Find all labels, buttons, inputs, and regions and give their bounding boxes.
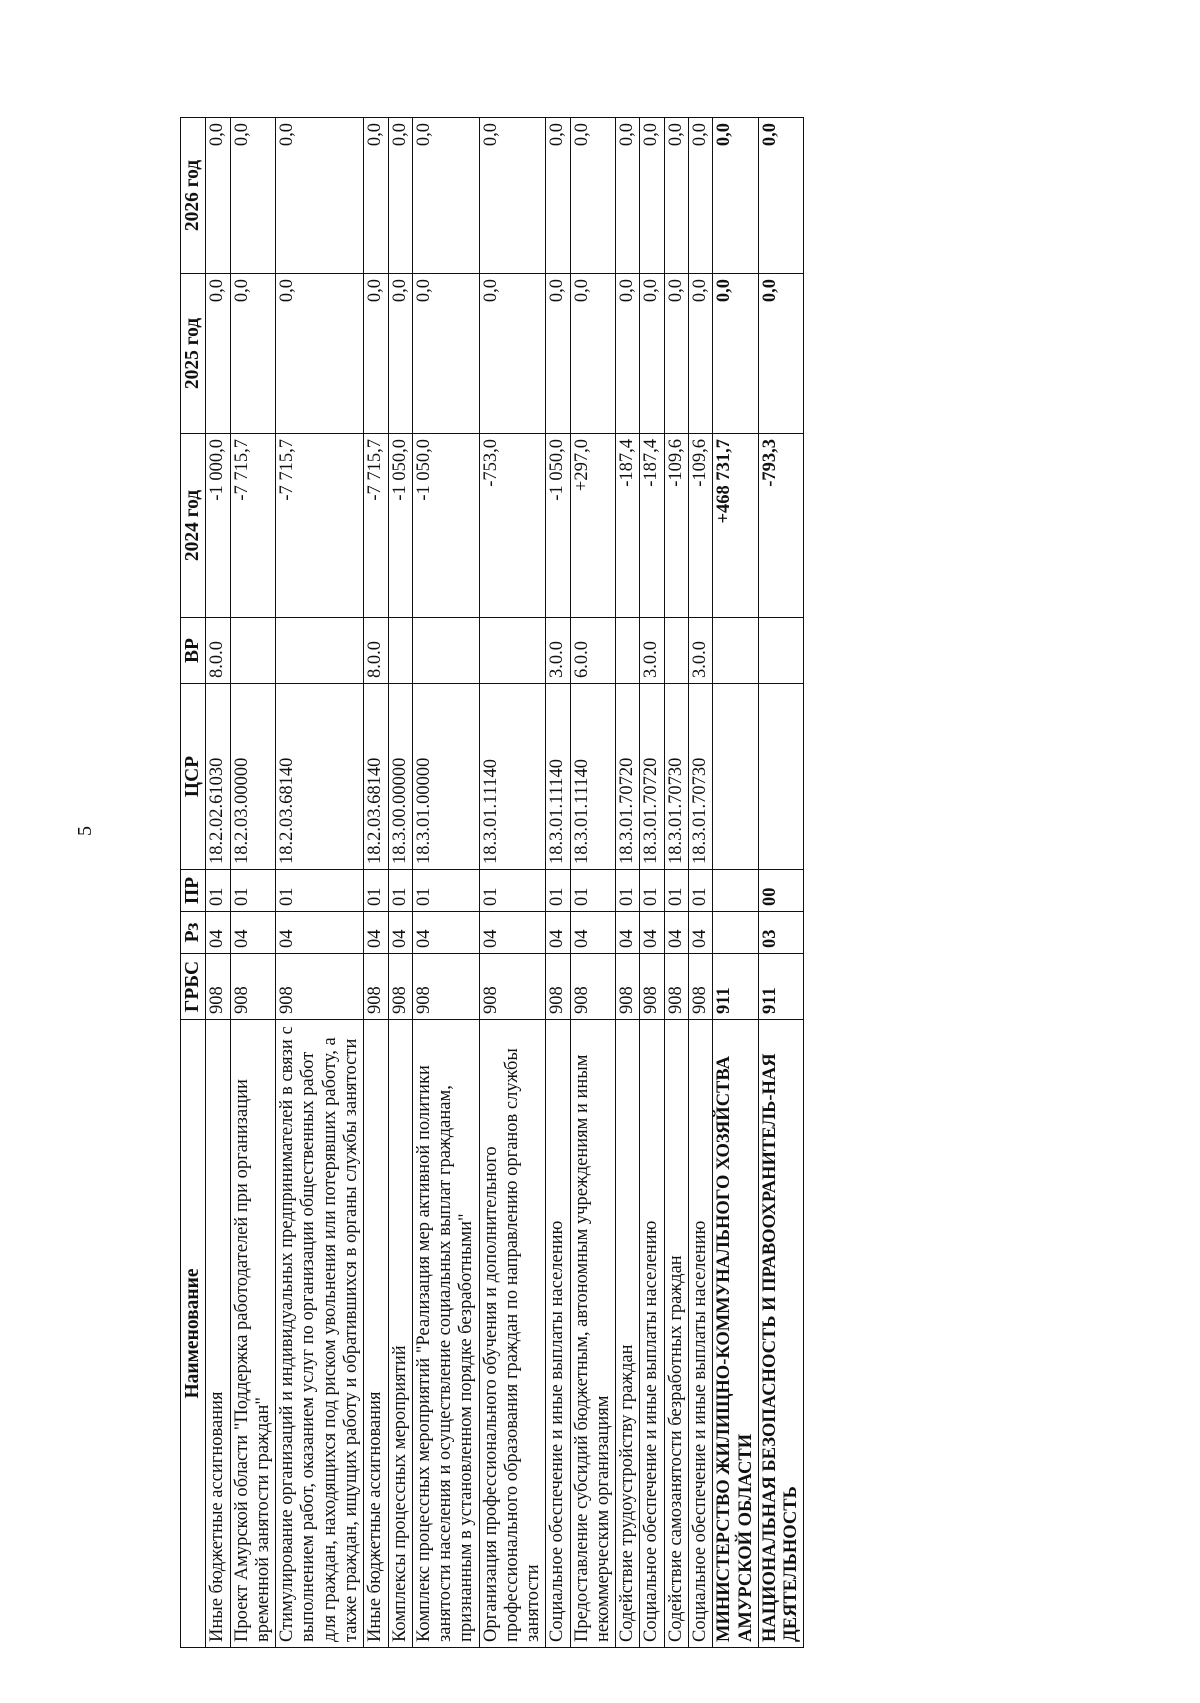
table-row	[689, 118, 713, 1648]
header-pr: ПР	[181, 870, 206, 912]
cell-2026: 0,0	[479, 118, 546, 274]
cell-vr: 3.0.0	[689, 618, 713, 684]
table-row	[758, 118, 804, 1648]
cell-2025: 0,0	[546, 274, 570, 434]
cell-2026: 0,0	[570, 118, 616, 274]
cell-name: Содействие трудоустройству граждан	[616, 1020, 640, 1648]
cell-pr: 01	[412, 870, 479, 912]
cell-rz: 04	[276, 912, 364, 954]
table-row	[364, 118, 388, 1648]
cell-pr: 01	[276, 870, 364, 912]
cell-rz: 04	[570, 912, 616, 954]
table-row	[713, 118, 759, 1648]
cell-vr	[388, 618, 412, 684]
header-2024: 2024 год	[181, 434, 206, 618]
table-row	[276, 118, 364, 1648]
cell-name: Организация профессионального обучения и дополнительного профессионального образования граждан по направлению органов службы занятости	[479, 1020, 546, 1648]
cell-2025: 0,0	[388, 274, 412, 434]
table-row	[230, 118, 276, 1648]
table-row	[570, 118, 616, 1648]
cell-2025: 0,0	[230, 274, 276, 434]
cell-csr: 18.2.03.68140	[276, 684, 364, 870]
cell-rz: 04	[206, 912, 230, 954]
cell-rz: 03	[758, 912, 804, 954]
cell-pr: 01	[616, 870, 640, 912]
cell-vr	[479, 618, 546, 684]
cell-2025: 0,0	[640, 274, 664, 434]
cell-2025: 0,0	[616, 274, 640, 434]
cell-name: Иные бюджетные ассигнования	[206, 1020, 230, 1648]
cell-2026: 0,0	[230, 118, 276, 274]
cell-2024: -1 050,0	[388, 434, 412, 618]
cell-rz: 04	[664, 912, 688, 954]
cell-vr	[230, 618, 276, 684]
cell-name: Иные бюджетные ассигнования	[364, 1020, 388, 1648]
header-rz: Рз	[181, 912, 206, 954]
cell-2024: +468 731,7	[713, 434, 759, 618]
cell-vr	[758, 618, 804, 684]
cell-2024: -7 715,7	[276, 434, 364, 618]
page-number: 5	[74, 826, 96, 836]
cell-grbs: 908	[230, 954, 276, 1020]
cell-name: Социальное обеспечение и иные выплаты населению	[640, 1020, 664, 1648]
cell-2026: 0,0	[616, 118, 640, 274]
cell-csr	[758, 684, 804, 870]
cell-vr	[616, 618, 640, 684]
header-name: Наименование	[181, 1020, 206, 1648]
cell-pr: 01	[388, 870, 412, 912]
cell-csr: 18.3.01.70730	[664, 684, 688, 870]
cell-2024: -753,0	[479, 434, 546, 618]
cell-2025: 0,0	[689, 274, 713, 434]
cell-2026: 0,0	[206, 118, 230, 274]
cell-name: МИНИСТЕРСТВО ЖИЛИЩНО-КОММУНАЛЬНОГО ХОЗЯЙСТВА АМУРСКОЙ ОБЛАСТИ	[713, 1020, 759, 1648]
cell-2026: 0,0	[364, 118, 388, 274]
table-header-row	[181, 118, 206, 1648]
cell-grbs: 908	[689, 954, 713, 1020]
cell-name: Проект Амурской области "Поддержка работодателей при организации временной занятости граждан"	[230, 1020, 276, 1648]
table-row	[640, 118, 664, 1648]
cell-grbs: 908	[546, 954, 570, 1020]
cell-2024: -109,6	[689, 434, 713, 618]
header-grbs: ГРБС	[181, 954, 206, 1020]
table-row	[546, 118, 570, 1648]
cell-pr: 01	[664, 870, 688, 912]
cell-2026: 0,0	[388, 118, 412, 274]
cell-2025: 0,0	[412, 274, 479, 434]
cell-rz: 04	[689, 912, 713, 954]
cell-csr: 18.3.01.70720	[640, 684, 664, 870]
cell-grbs: 908	[570, 954, 616, 1020]
cell-grbs: 911	[758, 954, 804, 1020]
cell-2024: -1 050,0	[546, 434, 570, 618]
header-csr: ЦСР	[181, 684, 206, 870]
cell-2024: -7 715,7	[230, 434, 276, 618]
cell-pr: 01	[206, 870, 230, 912]
cell-2026: 0,0	[276, 118, 364, 274]
cell-pr: 01	[689, 870, 713, 912]
cell-rz: 04	[640, 912, 664, 954]
header-2025: 2025 год	[181, 274, 206, 434]
cell-csr: 18.3.01.11140	[546, 684, 570, 870]
cell-pr: 01	[364, 870, 388, 912]
cell-grbs: 908	[364, 954, 388, 1020]
cell-grbs: 908	[640, 954, 664, 1020]
budget-table	[180, 117, 804, 1648]
cell-2024: -793,3	[758, 434, 804, 618]
cell-2026: 0,0	[713, 118, 759, 274]
cell-2024: -1 000,0	[206, 434, 230, 618]
cell-name: Комплекс процессных мероприятий "Реализация мер активной политики занятости населения и осуществление социальных выплат гражданам, признанным в установленном порядке безработными"	[412, 1020, 479, 1648]
cell-grbs: 908	[412, 954, 479, 1020]
table-row	[412, 118, 479, 1648]
cell-2024: -187,4	[616, 434, 640, 618]
cell-rz: 04	[479, 912, 546, 954]
header-2026: 2026 год	[181, 118, 206, 274]
budget-table-wrapper	[180, 118, 804, 1648]
cell-rz: 04	[546, 912, 570, 954]
table-row	[616, 118, 640, 1648]
cell-pr: 01	[546, 870, 570, 912]
cell-csr: 18.2.02.61030	[206, 684, 230, 870]
cell-csr: 18.3.01.11140	[570, 684, 616, 870]
cell-csr: 18.3.01.11140	[479, 684, 546, 870]
cell-2025: 0,0	[758, 274, 804, 434]
table-row	[479, 118, 546, 1648]
cell-rz: 04	[230, 912, 276, 954]
cell-2024: +297,0	[570, 434, 616, 618]
cell-2025: 0,0	[479, 274, 546, 434]
cell-pr: 01	[479, 870, 546, 912]
cell-csr: 18.3.00.00000	[388, 684, 412, 870]
cell-vr	[276, 618, 364, 684]
cell-2025: 0,0	[364, 274, 388, 434]
cell-csr: 18.2.03.00000	[230, 684, 276, 870]
cell-csr: 18.3.01.70720	[616, 684, 640, 870]
cell-vr: 6.0.0	[570, 618, 616, 684]
cell-pr	[713, 870, 759, 912]
cell-grbs: 908	[388, 954, 412, 1020]
cell-2026: 0,0	[412, 118, 479, 274]
cell-vr: 3.0.0	[546, 618, 570, 684]
table-row	[664, 118, 688, 1648]
cell-2024: -7 715,7	[364, 434, 388, 618]
cell-name: НАЦИОНАЛЬНАЯ БЕЗОПАСНОСТЬ И ПРАВООХРАНИТЕЛЬ-НАЯ ДЕЯТЕЛЬНОСТЬ	[758, 1020, 804, 1648]
cell-grbs: 908	[616, 954, 640, 1020]
cell-2025: 0,0	[276, 274, 364, 434]
cell-csr	[713, 684, 759, 870]
cell-vr: 8.0.0	[206, 618, 230, 684]
cell-2025: 0,0	[570, 274, 616, 434]
cell-2025: 0,0	[206, 274, 230, 434]
cell-2025: 0,0	[664, 274, 688, 434]
cell-rz	[713, 912, 759, 954]
cell-rz: 04	[412, 912, 479, 954]
cell-2024: -1 050,0	[412, 434, 479, 618]
cell-pr: 01	[570, 870, 616, 912]
cell-vr	[664, 618, 688, 684]
cell-2026: 0,0	[546, 118, 570, 274]
cell-csr: 18.3.01.00000	[412, 684, 479, 870]
cell-csr: 18.2.03.68140	[364, 684, 388, 870]
cell-name: Предоставление субсидий бюджетным, автономным учреждениям и иным некоммерческим организациям	[570, 1020, 616, 1648]
cell-name: Комплексы процессных мероприятий	[388, 1020, 412, 1648]
cell-grbs: 908	[479, 954, 546, 1020]
cell-2025: 0,0	[713, 274, 759, 434]
cell-csr: 18.3.01.70730	[689, 684, 713, 870]
cell-rz: 04	[616, 912, 640, 954]
cell-rz: 04	[388, 912, 412, 954]
cell-grbs: 911	[713, 954, 759, 1020]
cell-grbs: 908	[664, 954, 688, 1020]
cell-2024: -187,4	[640, 434, 664, 618]
table-row	[388, 118, 412, 1648]
table-body	[206, 118, 804, 1648]
header-vr: ВР	[181, 618, 206, 684]
cell-name: Социальное обеспечение и иные выплаты населению	[546, 1020, 570, 1648]
cell-name: Содействие самозанятости безработных граждан	[664, 1020, 688, 1648]
cell-name: Социальное обеспечение и иные выплаты населению	[689, 1020, 713, 1648]
cell-pr: 01	[230, 870, 276, 912]
cell-2026: 0,0	[758, 118, 804, 274]
cell-2026: 0,0	[640, 118, 664, 274]
cell-grbs: 908	[276, 954, 364, 1020]
cell-rz: 04	[364, 912, 388, 954]
cell-grbs: 908	[206, 954, 230, 1020]
cell-vr: 8.0.0	[364, 618, 388, 684]
cell-pr: 01	[640, 870, 664, 912]
cell-vr	[713, 618, 759, 684]
cell-name: Стимулирование организаций и индивидуальных предпринимателей в связи с выполнением работ, оказанием услуг по организации общественных работ для граждан, находящихся под риском увольнения или потерявших работу, а также граждан, ищущих работу и обратившихся в органы службы занятости	[276, 1020, 364, 1648]
cell-2026: 0,0	[689, 118, 713, 274]
cell-vr: 3.0.0	[640, 618, 664, 684]
cell-2026: 0,0	[664, 118, 688, 274]
cell-2024: -109,6	[664, 434, 688, 618]
cell-pr: 00	[758, 870, 804, 912]
cell-vr	[412, 618, 479, 684]
table-row	[206, 118, 230, 1648]
